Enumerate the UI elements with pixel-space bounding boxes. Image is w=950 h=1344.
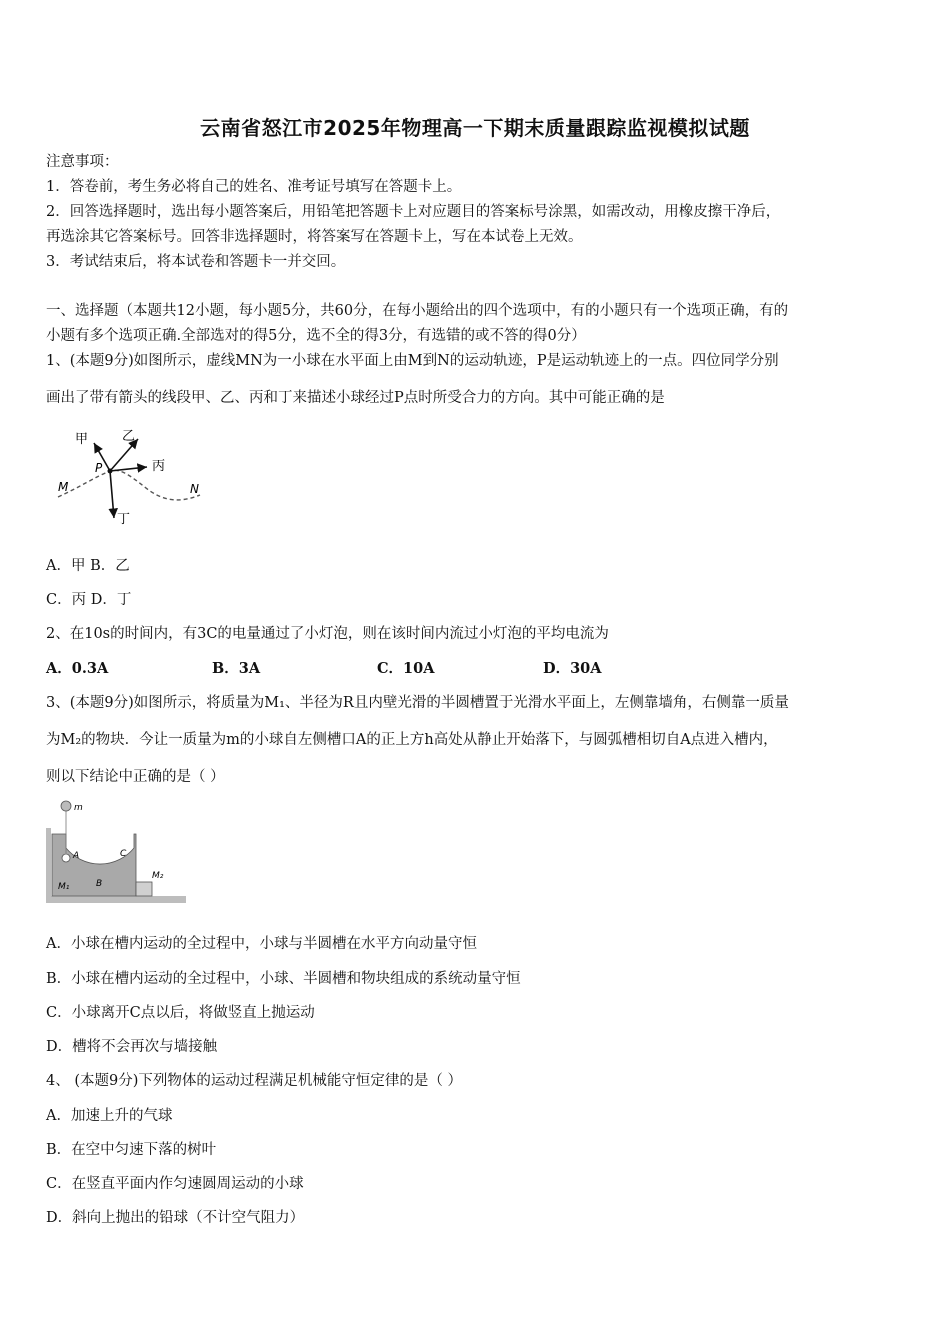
label-m1: M₁ xyxy=(58,882,70,892)
label-c: C xyxy=(120,849,127,859)
question-2-text: 2、在10s的时间内，有3C的电量通过了小灯泡，则在该时间内流过小灯泡的平均电流为 xyxy=(46,626,609,642)
label-a: A xyxy=(73,851,80,861)
page-title: 云南省怒江市2025年物理高一下期末质量跟踪监视模拟试题 xyxy=(200,116,750,140)
label-m: m xyxy=(74,803,83,813)
question-3-text: 3、(本题9分)如图所示，将质量为M₁、半径为R且内壁光滑的半圆槽置于光滑水平面上，左侧靠墙角，右侧靠一质量 xyxy=(46,695,789,711)
notice-item: 再选涂其它答案标号。回答非选择题时，将答案写在答题卡上，写在本试卷上无效。 xyxy=(46,229,583,245)
question-1-options-row: A．甲 B．乙 xyxy=(46,558,130,574)
label-jia: 甲 xyxy=(75,432,89,447)
notice-heading: 注意事项： xyxy=(46,154,119,170)
trajectory-figure xyxy=(50,425,220,530)
question-3-option: A．小球在槽内运动的全过程中，小球与半圆槽在水平方向动量守恒 xyxy=(46,936,477,952)
ball-at-a xyxy=(62,854,70,862)
question-2-option: B．3A xyxy=(212,660,261,677)
arrow-ding xyxy=(110,471,114,518)
wall xyxy=(46,828,51,898)
question-1-text: 1、(本题9分)如图所示，虚线MN为一小球在水平面上由M到N的运动轨迹，P是运动轨迹上的一点。四位同学分别 xyxy=(46,353,779,369)
question-3-text-cont: 为M₂的物块．今让一质量为m的小球自左侧槽口A的正上方h高处从静止开始落下，与圆弧槽相切自A点进入槽内， xyxy=(46,732,778,748)
question-3-option: B．小球在槽内运动的全过程中，小球、半圆槽和物块组成的系统动量守恒 xyxy=(46,971,521,987)
label-b: B xyxy=(96,879,103,889)
question-4-text: 4、 (本题9分)下列物体的运动过程满足机械能守恒定律的是（ ） xyxy=(46,1073,462,1089)
label-m2: M₂ xyxy=(152,871,164,881)
question-1-text-cont: 画出了带有箭头的线段甲、乙、丙和丁来描述小球经过P点时所受合力的方向。其中可能正确的是 xyxy=(46,390,665,406)
section-heading: 一、选择题（本题共12小题，每小题5分，共60分，在每小题给出的四个选项中，有的小题只有一个选项正确，有的 xyxy=(46,303,789,319)
section-heading-cont: 小题有多个选项正确.全部选对的得5分，选不全的得3分，有选错的或不答的得0分） xyxy=(46,328,586,344)
question-2-option: C．10A xyxy=(377,660,435,677)
question-4-option: C．在竖直平面内作匀速圆周运动的小球 xyxy=(46,1176,304,1192)
label-ding: 丁 xyxy=(117,512,131,527)
question-3-option: D．槽将不会再次与墙接触 xyxy=(46,1039,218,1055)
half-groove-figure xyxy=(44,798,189,908)
question-3-text-cont: 则以下结论中正确的是（ ） xyxy=(46,769,225,785)
block-m2 xyxy=(136,882,152,896)
notice-item: 1．答卷前，考生务必将自己的姓名、准考证号填写在答题卡上。 xyxy=(46,179,462,195)
label-m: M xyxy=(58,480,69,494)
label-p: P xyxy=(95,461,103,475)
floor xyxy=(46,896,186,903)
label-bing: 丙 xyxy=(152,459,166,474)
arrow-bing xyxy=(110,467,147,471)
question-4-option: B．在空中匀速下落的树叶 xyxy=(46,1142,217,1158)
question-2-option: A．0.3A xyxy=(46,660,109,677)
question-4-option: D．斜向上抛出的铅球（不计空气阻力） xyxy=(46,1210,305,1226)
ball-m xyxy=(61,801,71,811)
question-1-options-row: C．丙 D．丁 xyxy=(46,592,132,608)
label-n: N xyxy=(190,482,199,496)
notice-item: 3．考试结束后，将本试卷和答题卡一并交回。 xyxy=(46,254,346,270)
question-2-option: D．30A xyxy=(543,660,602,677)
question-3-option: C．小球离开C点以后，将做竖直上抛运动 xyxy=(46,1005,315,1021)
notice-item: 2．回答选择题时，选出每小题答案后，用铅笔把答题卡上对应题目的答案标号涂黑，如需改动，用橡皮擦干净后， xyxy=(46,204,781,220)
label-yi: 乙 xyxy=(122,429,136,444)
question-4-option: A．加速上升的气球 xyxy=(46,1108,173,1124)
trajectory-curve xyxy=(58,470,200,500)
